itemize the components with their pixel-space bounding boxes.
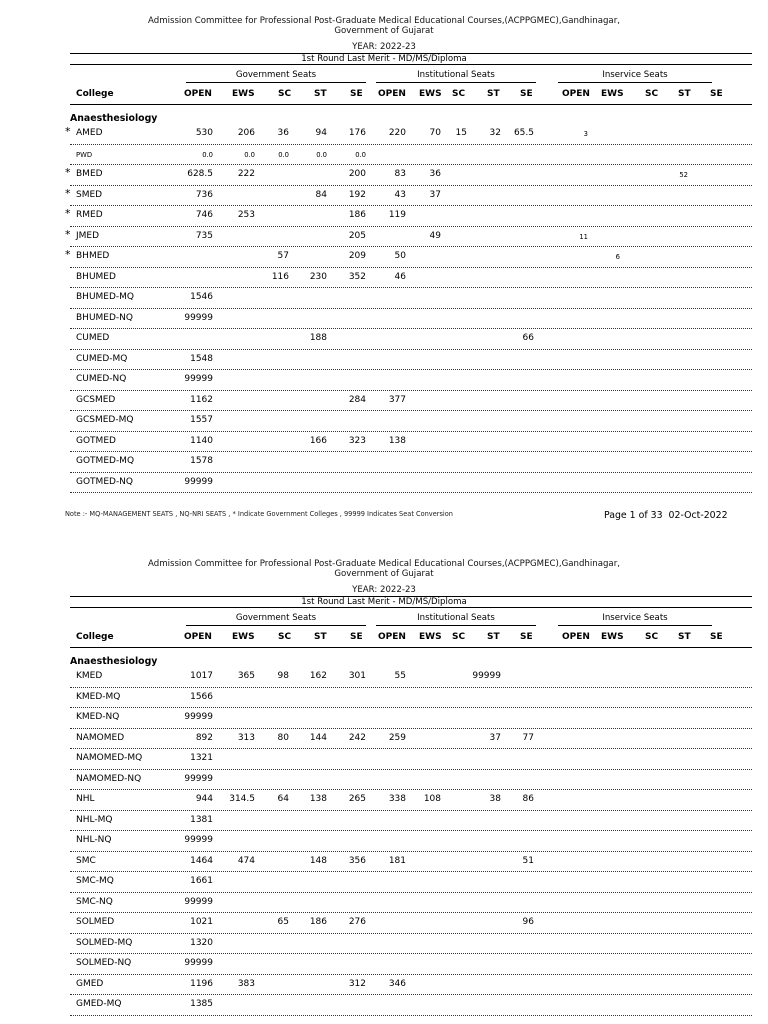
cell-gov-open: 735 — [195, 230, 213, 241]
cell-gov-open: 628.5 — [187, 169, 213, 179]
table-row — [70, 667, 752, 688]
column-inst-sc: SC — [452, 632, 466, 642]
header-committee: Admission Committee for Professional Post-Graduate Medical Educational Courses,(ACPPGMEC),Gandhinagar, — [148, 559, 620, 569]
section-title: Anaesthesiology — [70, 113, 158, 124]
column-ins-open: OPEN — [562, 632, 590, 642]
table-row — [70, 749, 752, 770]
table-row — [70, 811, 752, 832]
table-row — [70, 975, 752, 996]
cell-gov-st: 94 — [315, 128, 327, 138]
cell-inst-open: 377 — [388, 394, 406, 405]
cell-inst-st: 37 — [489, 732, 501, 743]
college-name: BHUMED-MQ — [76, 292, 135, 302]
cell-gov-ews: 383 — [237, 978, 255, 989]
header-year: YEAR: 2022-23 — [352, 42, 416, 52]
cell-gov-sc: 64 — [277, 794, 289, 804]
table-row — [70, 688, 752, 709]
cell-inst-ews: 70 — [429, 128, 441, 138]
cell-gov-open: 99999 — [184, 476, 213, 487]
header-government: Government of Gujarat — [334, 26, 434, 36]
table-row — [70, 729, 752, 750]
cell-gov-open: 746 — [195, 210, 213, 220]
cell-inst-ews: 49 — [429, 230, 441, 241]
column-gov-se: SE — [350, 89, 363, 99]
cell-gov-ews: 365 — [237, 671, 255, 681]
column-gov-open: OPEN — [184, 632, 212, 642]
cell-gov-open: 99999 — [184, 312, 213, 323]
college-name: NAMOMED — [76, 732, 125, 743]
cell-gov-ews: 314.5 — [229, 794, 255, 804]
cell-gov-open: 1162 — [190, 394, 213, 405]
cell-inst-st: 38 — [489, 794, 501, 804]
cell-gov-sc: 36 — [277, 128, 289, 138]
footer-note: Note :- MQ-MANAGEMENT SEATS , NQ-NRI SEATS , * Indicate Government Colleges , 99999 Indicates Seat Conversion — [65, 510, 453, 518]
college-name: NAMOMED-NQ — [76, 773, 142, 784]
cell-gov-st: 188 — [309, 333, 327, 343]
cell-inst-open: 83 — [394, 169, 406, 179]
cell-inst-open: 338 — [388, 794, 406, 804]
table-row — [65, 165, 752, 186]
cell-gov-open: 530 — [195, 128, 213, 138]
table-row — [70, 432, 752, 453]
cell-gov-ews: 313 — [237, 732, 255, 743]
column-gov-sc: SC — [278, 632, 292, 642]
group-underline — [376, 625, 536, 626]
group-institutional: Institutional Seats — [417, 70, 495, 80]
cell-inst-open: 55 — [394, 671, 406, 681]
cell-gov-st: 166 — [309, 435, 327, 446]
column-ins-ews: EWS — [601, 89, 624, 99]
table-row — [70, 831, 752, 852]
column-gov-ews: EWS — [232, 632, 255, 642]
cell-gov-st: 162 — [309, 671, 327, 681]
group-institutional: Institutional Seats — [417, 613, 495, 623]
cell-gov-open: 1381 — [190, 814, 213, 825]
cell-gov-open: 1578 — [190, 456, 213, 466]
cell-ins-open: 3 — [583, 130, 588, 138]
divider — [70, 607, 752, 608]
college-name: SMED — [76, 189, 103, 200]
cell-gov-sc: 98 — [277, 671, 289, 681]
college-name: SMC-MQ — [76, 876, 114, 886]
cell-inst-se: 96 — [522, 917, 534, 927]
cell-gov-se: 0.0 — [355, 150, 366, 159]
column-inst-ews: EWS — [419, 632, 442, 642]
column-college: College — [76, 89, 114, 99]
cell-inst-se: 51 — [522, 855, 534, 866]
cell-gov-open: 1017 — [190, 671, 213, 681]
college-name: RMED — [76, 210, 103, 220]
cell-gov-st: 84 — [315, 189, 327, 200]
cell-inst-open: 181 — [388, 855, 406, 866]
table-row — [70, 708, 752, 729]
cell-gov-se: 276 — [348, 917, 366, 927]
cell-gov-se: 186 — [348, 210, 366, 220]
cell-gov-open: 1464 — [190, 855, 213, 866]
column-gov-ews: EWS — [232, 89, 255, 99]
header-government: Government of Gujarat — [334, 569, 434, 579]
column-inst-st: ST — [487, 89, 500, 99]
cell-gov-open: 99999 — [184, 712, 213, 722]
college-name: NHL-NQ — [76, 835, 112, 845]
cell-ins-open: 11 — [579, 232, 588, 241]
college-name: BHUMED — [76, 271, 116, 282]
college-name: CUMED — [76, 333, 110, 343]
page-number: Page 1 of 33 02-Oct-2022 — [604, 510, 728, 521]
column-inst-open: OPEN — [378, 632, 406, 642]
cell-gov-ews: 474 — [237, 855, 255, 866]
cell-gov-open: 944 — [195, 794, 213, 804]
column-ins-se: SE — [710, 89, 723, 99]
column-ins-se: SE — [710, 632, 723, 642]
group-underline — [558, 625, 712, 626]
cell-gov-st: 144 — [309, 732, 327, 743]
college-name: SOLMED-MQ — [76, 937, 133, 948]
cell-gov-sc: 0.0 — [278, 150, 289, 159]
table-row — [70, 145, 752, 166]
table-row — [70, 770, 752, 791]
table-row — [70, 370, 752, 391]
column-college: College — [76, 632, 114, 642]
column-gov-sc: SC — [278, 89, 292, 99]
cell-inst-open: 259 — [388, 732, 406, 743]
table-row — [70, 872, 752, 893]
college-name: NHL-MQ — [76, 814, 113, 825]
cell-gov-st: 230 — [309, 271, 327, 282]
group-inservice: Inservice Seats — [602, 613, 668, 623]
cell-gov-sc: 116 — [271, 271, 289, 282]
college-name: PWD — [76, 150, 93, 159]
table-row — [70, 954, 752, 975]
cell-inst-open: 119 — [388, 210, 406, 220]
divider — [70, 647, 752, 648]
column-gov-open: OPEN — [184, 89, 212, 99]
cell-gov-open: 1661 — [190, 876, 213, 886]
table-row — [70, 350, 752, 371]
cell-inst-ews: 36 — [429, 169, 441, 179]
government-college-marker: * — [65, 227, 71, 241]
college-name: NAMOMED-MQ — [76, 753, 143, 763]
cell-gov-open: 99999 — [184, 773, 213, 784]
column-ins-st: ST — [678, 89, 691, 99]
column-gov-st: ST — [314, 632, 327, 642]
divider — [70, 64, 752, 65]
table-row — [65, 186, 752, 207]
column-ins-st: ST — [678, 632, 691, 642]
cell-inst-ews: 108 — [423, 794, 441, 804]
government-college-marker: * — [65, 186, 71, 200]
round-title: 1st Round Last Merit - MD/MS/Diploma — [301, 54, 467, 64]
cell-gov-st: 186 — [309, 917, 327, 927]
cell-inst-open: 50 — [394, 251, 406, 261]
divider — [70, 104, 752, 105]
cell-gov-sc: 65 — [277, 917, 289, 927]
college-name: GMED — [76, 978, 104, 989]
round-title: 1st Round Last Merit - MD/MS/Diploma — [301, 597, 467, 607]
cell-gov-se: 209 — [348, 251, 366, 261]
column-inst-ews: EWS — [419, 89, 442, 99]
table-row — [70, 452, 752, 473]
cell-gov-open: 99999 — [184, 958, 213, 968]
column-gov-st: ST — [314, 89, 327, 99]
cell-inst-open: 138 — [388, 435, 406, 446]
cell-inst-se: 77 — [522, 732, 534, 743]
cell-gov-sc: 80 — [277, 732, 289, 743]
college-name: GOTMED-NQ — [76, 476, 134, 487]
cell-gov-open: 0.0 — [202, 150, 213, 159]
table-row — [70, 309, 752, 330]
group-underline — [376, 82, 536, 83]
cell-inst-ews: 37 — [429, 189, 441, 200]
cell-gov-open: 1566 — [190, 691, 213, 702]
table-row — [70, 852, 752, 873]
table-row — [65, 124, 752, 145]
column-inst-se: SE — [520, 89, 533, 99]
cell-inst-open: 220 — [388, 128, 406, 138]
cell-gov-open: 1320 — [190, 937, 213, 948]
government-college-marker: * — [65, 207, 71, 220]
college-name: NHL — [76, 794, 95, 804]
college-name: JMED — [76, 230, 100, 241]
group-underline — [186, 82, 366, 83]
college-name: AMED — [76, 128, 103, 138]
table-row — [70, 288, 752, 309]
college-name: CUMED-NQ — [76, 374, 127, 384]
cell-gov-se: 205 — [348, 230, 366, 241]
cell-gov-ews: 206 — [237, 128, 255, 138]
cell-gov-open: 1321 — [190, 753, 213, 763]
column-inst-se: SE — [520, 632, 533, 642]
college-name: BMED — [76, 169, 103, 179]
college-name: GOTMED — [76, 435, 116, 446]
cell-gov-open: 892 — [195, 732, 213, 743]
cell-gov-se: 192 — [348, 189, 366, 200]
college-name: KMED-MQ — [76, 691, 121, 702]
college-name: GCSMED-MQ — [76, 415, 134, 425]
table-row — [70, 934, 752, 955]
cell-gov-open: 1385 — [190, 999, 213, 1009]
cell-gov-se: 284 — [348, 394, 366, 405]
cell-gov-se: 312 — [348, 978, 366, 989]
cell-gov-se: 242 — [348, 732, 366, 743]
cell-gov-open: 99999 — [184, 896, 213, 907]
cell-gov-se: 323 — [348, 435, 366, 446]
group-government: Government Seats — [235, 70, 317, 80]
column-inst-st: ST — [487, 632, 500, 642]
cell-gov-open: 1196 — [190, 978, 213, 989]
table-row — [70, 893, 752, 914]
column-ins-sc: SC — [645, 632, 659, 642]
college-name: CUMED-MQ — [76, 353, 128, 364]
header-year: YEAR: 2022-23 — [352, 585, 416, 595]
college-name: BHUMED-NQ — [76, 312, 133, 323]
group-underline — [186, 625, 366, 626]
group-inservice: Inservice Seats — [602, 70, 668, 80]
college-name: SOLMED-NQ — [76, 958, 132, 968]
cell-gov-open: 99999 — [184, 374, 213, 384]
column-ins-sc: SC — [645, 89, 659, 99]
cell-gov-ews: 253 — [237, 210, 255, 220]
cell-gov-open: 1557 — [190, 415, 213, 425]
government-college-marker: * — [65, 166, 71, 179]
government-college-marker: * — [65, 125, 71, 138]
table-row — [70, 391, 752, 412]
cell-inst-se: 86 — [522, 794, 534, 804]
table-row — [65, 227, 752, 248]
cell-gov-se: 301 — [348, 671, 366, 681]
cell-gov-se: 356 — [348, 855, 366, 866]
cell-gov-sc: 57 — [277, 251, 289, 261]
cell-gov-se: 176 — [348, 128, 366, 138]
column-gov-se: SE — [350, 632, 363, 642]
cell-inst-open: 346 — [388, 978, 406, 989]
cell-gov-se: 265 — [348, 794, 366, 804]
cell-ins-st: 52 — [679, 171, 688, 179]
table-row — [70, 995, 752, 1016]
college-name: BHMED — [76, 251, 110, 261]
column-ins-open: OPEN — [562, 89, 590, 99]
government-college-marker: * — [65, 248, 71, 261]
column-ins-ews: EWS — [601, 632, 624, 642]
column-inst-open: OPEN — [378, 89, 406, 99]
section-title: Anaesthesiology — [70, 656, 158, 667]
table-row — [70, 268, 752, 289]
cell-gov-st: 0.0 — [316, 150, 327, 159]
group-underline — [558, 82, 712, 83]
college-name: SOLMED — [76, 917, 115, 927]
cell-gov-open: 1548 — [190, 353, 213, 364]
cell-inst-st: 99999 — [472, 671, 501, 681]
cell-inst-se: 66 — [522, 333, 534, 343]
group-government: Government Seats — [235, 613, 317, 623]
cell-inst-open: 46 — [394, 271, 406, 282]
college-name: SMC-NQ — [76, 896, 113, 907]
table-row — [70, 473, 752, 494]
cell-gov-open: 1546 — [190, 292, 213, 302]
cell-inst-st: 32 — [489, 128, 501, 138]
table-row — [70, 790, 752, 811]
cell-gov-se: 200 — [348, 169, 366, 179]
cell-gov-ews: 222 — [237, 169, 255, 179]
cell-gov-open: 99999 — [184, 835, 213, 845]
college-name: KMED — [76, 671, 103, 681]
cell-inst-se: 65.5 — [513, 128, 534, 138]
header-committee: Admission Committee for Professional Post-Graduate Medical Educational Courses,(ACPPGMEC),Gandhinagar, — [148, 16, 620, 26]
column-inst-sc: SC — [452, 89, 466, 99]
cell-ins-ews: 6 — [615, 253, 620, 261]
cell-gov-st: 138 — [309, 794, 327, 804]
table-row — [70, 411, 752, 432]
cell-gov-se: 352 — [348, 271, 366, 282]
college-name: SMC — [76, 855, 96, 866]
college-name: GMED-MQ — [76, 999, 122, 1009]
college-name: KMED-NQ — [76, 712, 120, 722]
cell-gov-open: 1140 — [190, 435, 213, 446]
cell-gov-ews: 0.0 — [244, 150, 255, 159]
college-name: GOTMED-MQ — [76, 456, 135, 466]
table-row — [70, 329, 752, 350]
cell-gov-open: 736 — [195, 189, 213, 200]
college-name: GCSMED — [76, 394, 116, 405]
table-row — [65, 206, 752, 227]
table-row — [70, 913, 752, 934]
cell-gov-open: 1021 — [190, 917, 213, 927]
table-row — [65, 247, 752, 268]
cell-inst-open: 43 — [394, 189, 406, 200]
cell-gov-st: 148 — [309, 855, 327, 866]
cell-inst-sc: 15 — [455, 128, 467, 138]
